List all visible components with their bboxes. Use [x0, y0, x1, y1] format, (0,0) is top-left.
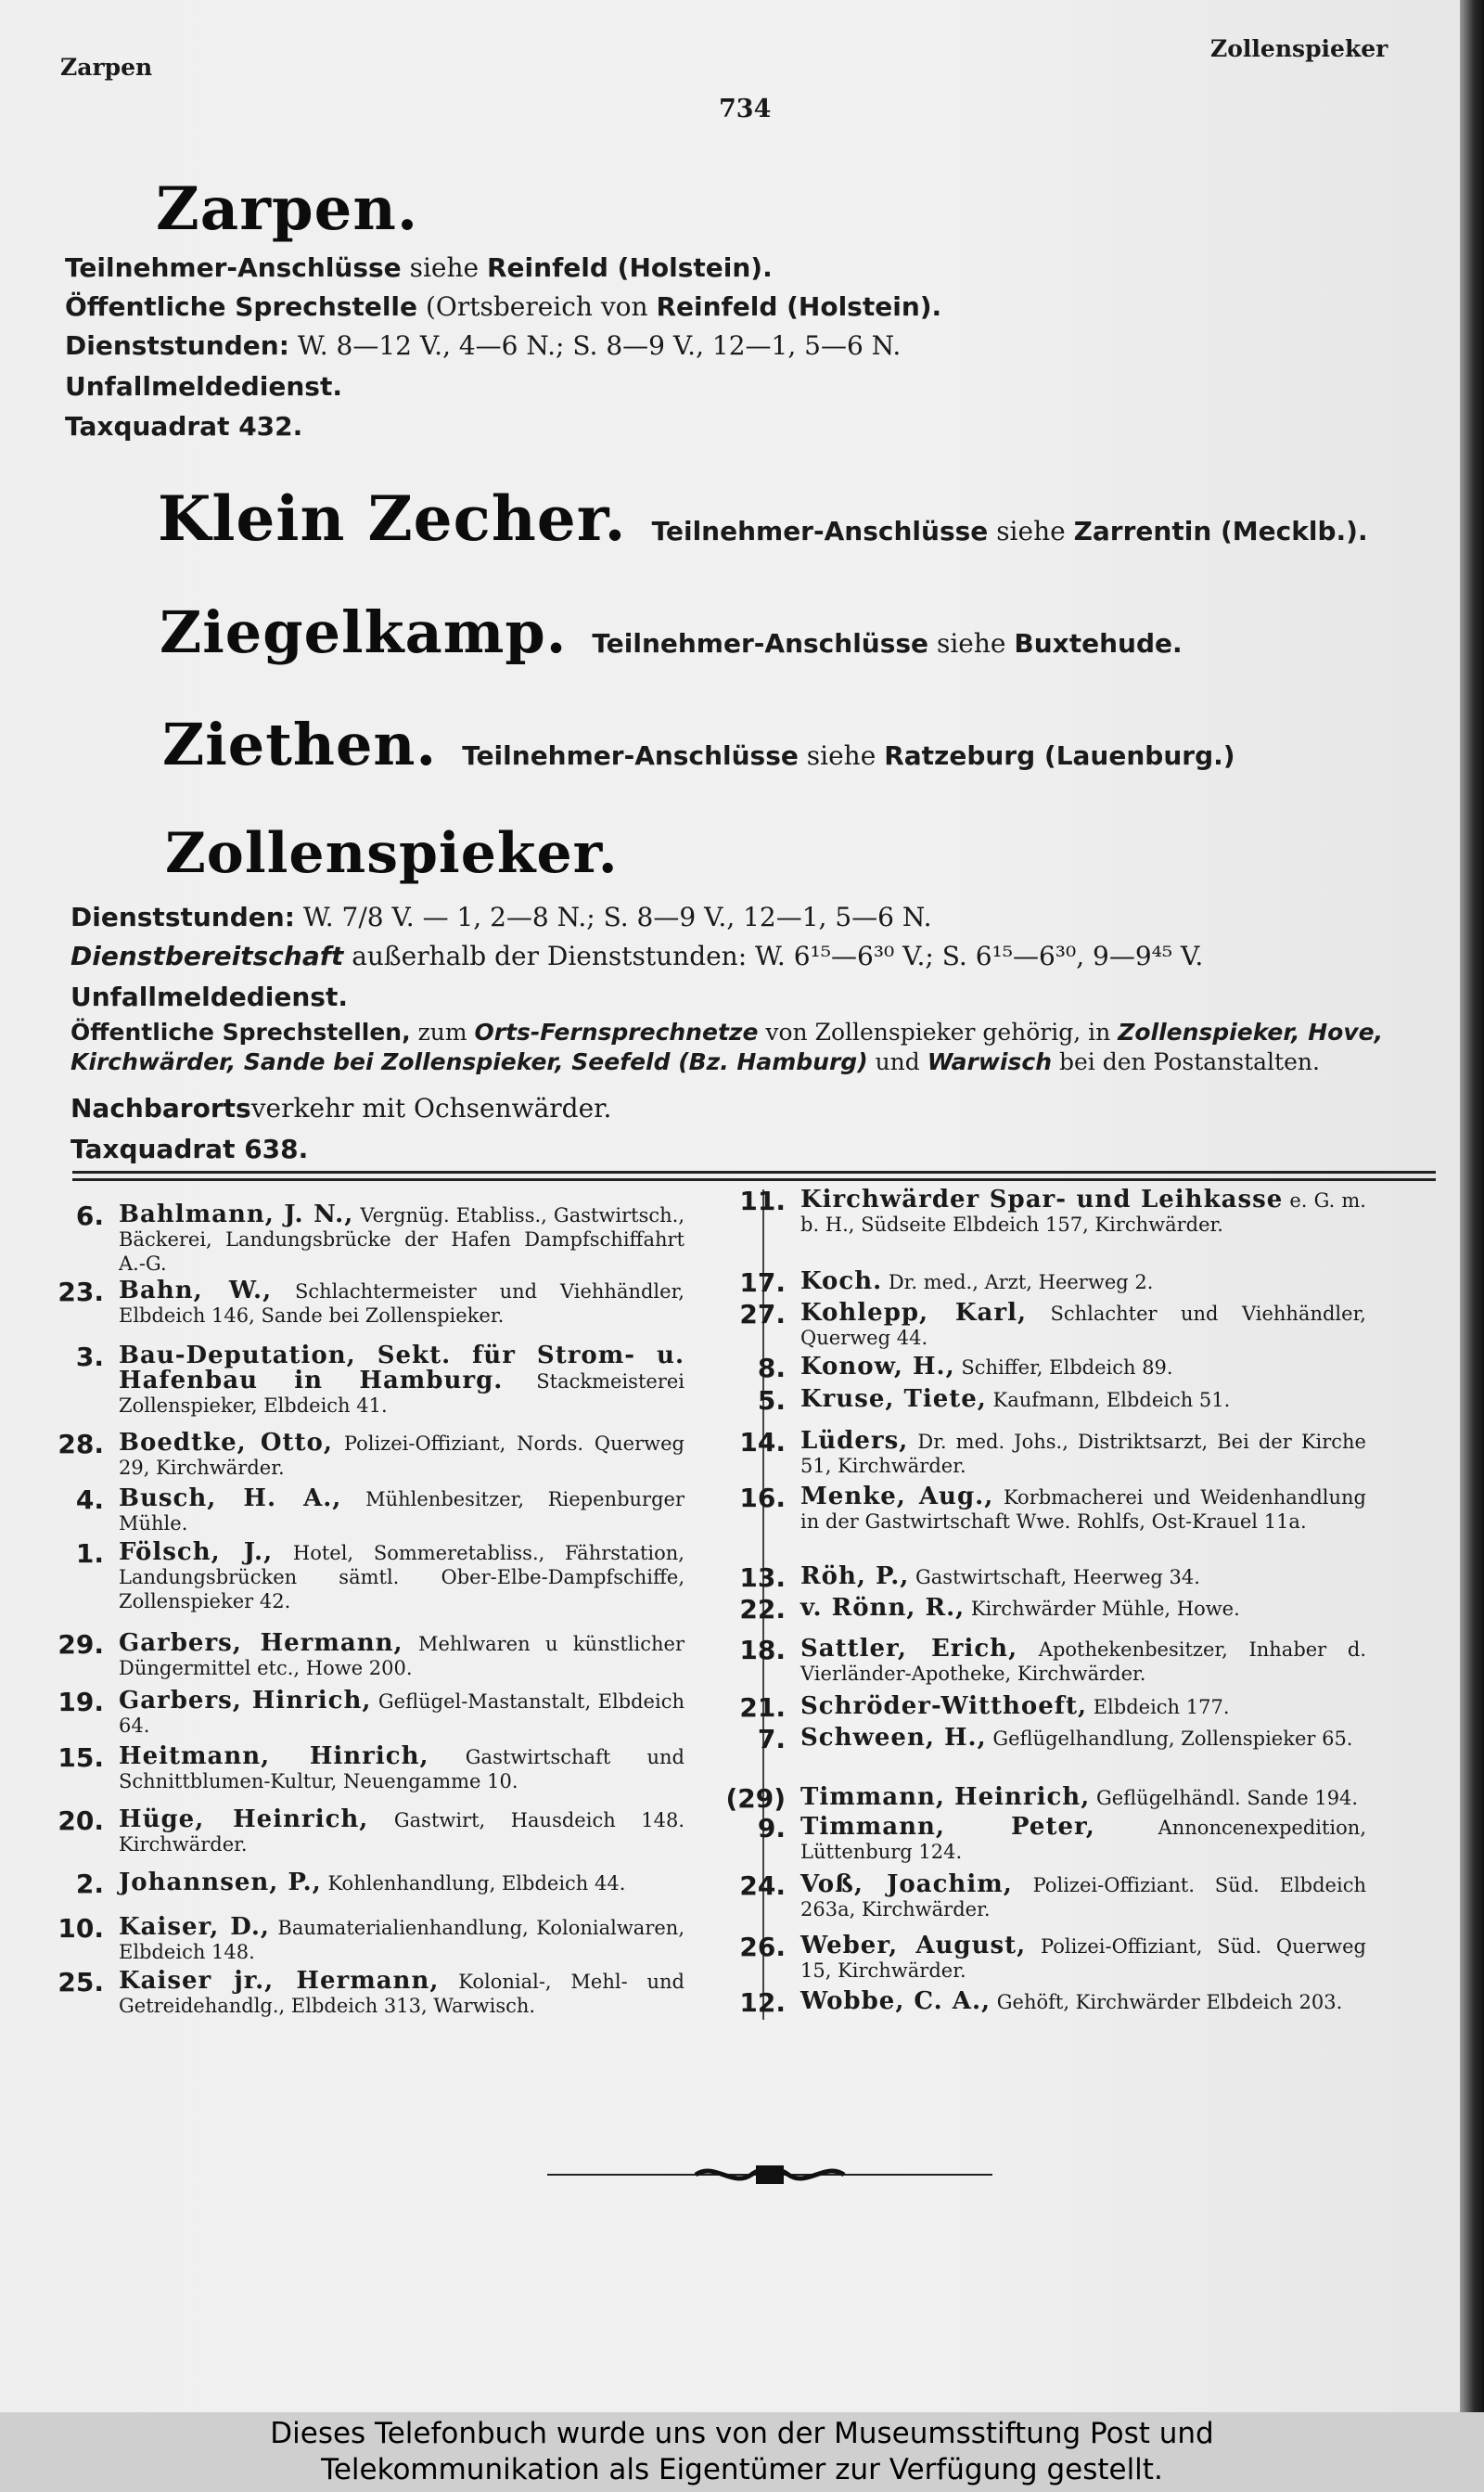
entry-number: 12. — [739, 1987, 786, 2018]
entry-text — [800, 1637, 1366, 1686]
zarpen-line-2 — [65, 291, 941, 322]
klein-zecher-mid: siehe — [996, 516, 1066, 546]
zollenspieker-accident-service: Unfallmeldedienst. — [70, 982, 348, 1012]
entry-text — [800, 1387, 1366, 1412]
entry-number: 26. — [739, 1932, 786, 1962]
entry-details: Kohlenhandlung, Elbdeich 44. — [327, 1872, 626, 1895]
public-stations-label: Öffentliche Sprechstellen, — [70, 1019, 411, 1046]
klein-zecher-label: Teilnehmer-Anschlüsse — [651, 516, 989, 546]
entry-name: Koch. — [800, 1267, 883, 1295]
zollenspieker-accident — [70, 982, 348, 1012]
zollenspieker-tax — [70, 1134, 308, 1164]
zollenspieker-public-2 — [70, 1048, 1320, 1075]
entry-text — [119, 1202, 684, 1276]
entry-details: Vergnüg. Etabliss., Gastwirtsch., Bäckerei, Landungsbrücke der Hafen Dampfschiffahrt A.-G. — [119, 1204, 685, 1275]
entry-details: Baumaterialienhandlung, Kolonialwaren, Elbdeich 148. — [119, 1917, 684, 1963]
heading-ziegelkamp: Ziegelkamp. — [160, 598, 568, 666]
zarpen-hours-text: W. 8—12 V., 4—6 N.; S. 8—9 V., 12—1, 5—6 N. — [297, 330, 902, 361]
entry-details: Gastwirtschaft und Schnittblumen-Kultur, Neuengamme 10. — [119, 1746, 684, 1792]
entry-number: 13. — [739, 1562, 786, 1593]
entry-number: 17. — [739, 1267, 786, 1298]
entry-name: Bahlmann, J. N., — [119, 1201, 354, 1228]
public-text-places-1: Zollenspieker, Hove, — [1118, 1019, 1384, 1046]
entry-text — [800, 1564, 1366, 1589]
entry-details: Polizei-Offiziant, Süd. Querweg 15, Kirchwärder. — [800, 1935, 1366, 1982]
entry-details: Mühlenbesitzer, Riepenburger Mühle. — [119, 1488, 684, 1535]
entry-name: Fölsch, J., — [119, 1538, 274, 1566]
entry-number: 24. — [739, 1870, 786, 1901]
entry-text — [800, 1815, 1366, 1864]
public-text-post: bei den Postanstalten. — [1058, 1048, 1320, 1075]
entry-name: Boedtke, Otto, — [119, 1429, 333, 1457]
zarpen-tax-square: Taxquadrat 432. — [65, 411, 303, 442]
entry-number: (29) — [725, 1783, 786, 1814]
neighbor-label: Nachbarorts — [70, 1093, 251, 1124]
zarpen-line-1-mid: siehe — [409, 252, 480, 283]
entry-details: Apothekenbesitzer, Inhaber d. Vierländer-Apotheke, Kirchwärder. — [800, 1638, 1366, 1685]
entry-number: 4. — [75, 1484, 104, 1515]
entry-details: Gastwirt, Hausdeich 148. Kirchwärder. — [119, 1809, 684, 1856]
zarpen-line-1-label: Teilnehmer-Anschlüsse — [65, 252, 402, 283]
entry-number: 5. — [757, 1385, 786, 1416]
entry-text — [800, 1355, 1366, 1380]
public-text-places-2: Kirchwärder, Sande bei Zollenspieker, Seefeld (Bz. Hamburg) — [70, 1048, 868, 1075]
neighbor-text: verkehr mit Ochsenwärder. — [250, 1093, 612, 1124]
zollenspieker-tax-square: Taxquadrat 638. — [70, 1134, 309, 1164]
heading-klein-zecher: Klein Zecher. — [158, 482, 627, 555]
ziegelkamp-mid: siehe — [936, 628, 1006, 659]
entry-details: Hotel, Sommeretabliss., Fährstation, Landungsbrücken sämtl. Ober-Elbe-Dampfschiffe, Zollenspieker 42. — [119, 1542, 684, 1612]
entry-details: Dr. med. Johs., Distriktsarzt, Bei der Kirche 51, Kirchwärder. — [800, 1431, 1366, 1477]
public-text-and: und — [875, 1048, 920, 1075]
double-rule-bottom — [72, 1178, 1436, 1181]
entry-text — [800, 1429, 1366, 1478]
entry-name: Kirchwärder Spar- und Leihkasse — [800, 1186, 1284, 1214]
entry-name: Kohlepp, Karl, — [800, 1299, 1027, 1327]
public-text-network: Orts-Fernsprechnetze — [474, 1019, 759, 1046]
entry-name: Timmann, Peter, — [800, 1813, 1095, 1841]
ziethen-label: Teilnehmer-Anschlüsse — [462, 740, 799, 771]
entry-details: Geflügelhandlung, Zollenspieker 65. — [992, 1728, 1353, 1750]
entry-number: 16. — [739, 1483, 786, 1513]
entry-details: Polizei-Offiziant. Süd. Elbdeich 263a, Kirchwärder. — [800, 1874, 1366, 1920]
entry-details: Kaufmann, Elbdeich 51. — [992, 1389, 1231, 1411]
double-rule-top — [72, 1171, 1436, 1174]
entry-name: Schröder-Witthoeft, — [800, 1692, 1088, 1720]
entry-text — [119, 1631, 684, 1680]
footer-line-2: Telekommunikation als Eigentümer zur Verfügung gestellt. — [321, 2453, 1163, 2486]
entry-details: Schiffer, Elbdeich 89. — [961, 1356, 1173, 1379]
entry-number: 2. — [75, 1869, 104, 1899]
zarpen-line-3 — [65, 330, 901, 361]
ziethen-ref: Ratzeburg (Lauenburg.) — [884, 740, 1235, 771]
entry-name: Röh, P., — [800, 1562, 910, 1590]
zollenspieker-hours-text: W. 7/8 V. — 1, 2—8 N.; S. 8—9 V., 12—1, 5—6 N. — [302, 902, 932, 932]
heading-zarpen: Zarpen. — [156, 174, 419, 244]
entry-details: Polizei-Offiziant, Nords. Querweg 29, Kirchwärder. — [119, 1432, 684, 1479]
entry-number: 18. — [739, 1635, 786, 1665]
entry-details: Dr. med., Arzt, Heerweg 2. — [888, 1271, 1154, 1293]
entry-details: Kirchwärder Mühle, Howe. — [970, 1598, 1240, 1620]
entry-number: 3. — [75, 1342, 104, 1372]
page-number: 734 — [719, 95, 772, 123]
entry-number: 29. — [58, 1629, 104, 1660]
entry-details: Geflügel-Mastanstalt, Elbdeich 64. — [119, 1690, 684, 1737]
entry-name: Kruse, Tiete, — [800, 1385, 987, 1413]
entry-text — [119, 1278, 684, 1328]
public-text-warwisch: Warwisch — [927, 1048, 1052, 1075]
entry-details: Annoncenexpedition, Lüttenburg 124. — [800, 1817, 1366, 1863]
entry-text — [119, 1343, 684, 1418]
footer-notice — [0, 2412, 1484, 2492]
entry-text — [119, 1744, 684, 1793]
entry-name: Heitmann, Hinrich, — [119, 1742, 429, 1770]
zollenspieker-hours — [70, 902, 932, 932]
entry-name: Sattler, Erich, — [800, 1635, 1018, 1663]
entry-name: Bau-Deputation, Sekt. für Strom- u. Hafenbau in Hamburg. — [119, 1342, 684, 1394]
zarpen-line-2-ref: Reinfeld (Holstein). — [656, 291, 942, 322]
entry-number: 27. — [739, 1299, 786, 1329]
entry-details: Kolonial-, Mehl- und Getreidehandlg., Elbdeich 313, Warwisch. — [119, 1971, 684, 2017]
entry-details: Gehöft, Kirchwärder Elbdeich 203. — [996, 1991, 1343, 2013]
zarpen-line-5 — [65, 411, 302, 442]
entry-name: Bahn, W., — [119, 1277, 273, 1304]
entry-number: 14. — [739, 1427, 786, 1458]
zollenspieker-neighbor — [70, 1093, 611, 1124]
zarpen-line-2-label: Öffentliche Sprechstelle — [65, 291, 418, 322]
entry-number: 15. — [58, 1742, 104, 1773]
zarpen-hours-label: Dienststunden: — [65, 330, 289, 361]
entry-text — [119, 1431, 684, 1480]
entry-text — [800, 1301, 1366, 1350]
zollenspieker-public-1 — [70, 1019, 1383, 1046]
entry-number: 25. — [58, 1967, 104, 1997]
entry-name: Hüge, Heinrich, — [119, 1805, 369, 1833]
entry-text — [800, 1269, 1366, 1294]
entry-text — [119, 1915, 684, 1964]
entry-name: Weber, August, — [800, 1932, 1027, 1959]
entry-name: Konow, H., — [800, 1353, 955, 1381]
footer-line-1: Dieses Telefonbuch wurde uns von der Museumsstiftung Post und — [270, 2417, 1214, 2450]
entry-text — [119, 1540, 684, 1613]
entry-number: 28. — [58, 1429, 104, 1459]
entry-text — [800, 1933, 1366, 1983]
entry-details: Elbdeich 177. — [1093, 1696, 1230, 1718]
entry-number: 10. — [58, 1913, 104, 1944]
entry-text — [119, 1969, 684, 2018]
zarpen-line-1-ref: Reinfeld (Holstein). — [487, 252, 773, 283]
ziegelkamp-label: Teilnehmer-Anschlüsse — [592, 628, 929, 659]
scan-edge — [1460, 0, 1484, 2412]
entry-details: Geflügelhändl. Sande 194. — [1095, 1787, 1359, 1809]
ziethen-block — [162, 711, 1235, 778]
entry-number: 6. — [75, 1201, 104, 1231]
entry-number: 21. — [739, 1692, 786, 1723]
entry-name: v. Rönn, R., — [800, 1594, 966, 1622]
entry-details: Gastwirtschaft, Heerweg 34. — [915, 1566, 1200, 1588]
zarpen-accident-service: Unfallmeldedienst. — [65, 371, 342, 402]
entry-number: 9. — [757, 1813, 786, 1843]
entry-name: Busch, H. A., — [119, 1484, 342, 1512]
public-text-from: von Zollenspieker gehörig, in — [765, 1019, 1111, 1046]
entry-name: Kaiser jr., Hermann, — [119, 1967, 440, 1995]
ornament-divider — [547, 2160, 992, 2190]
entry-number: 8. — [757, 1353, 786, 1383]
running-head-left: Zarpen — [60, 54, 153, 81]
heading-ziethen: Ziethen. — [162, 711, 438, 778]
entry-text — [119, 1486, 684, 1535]
entry-name: Wobbe, C. A., — [800, 1987, 991, 2015]
klein-zecher-block — [158, 482, 1368, 555]
entry-name: Kaiser, D., — [119, 1913, 270, 1941]
zollenspieker-readiness — [70, 941, 1203, 971]
running-head-right: Zollenspieker — [1210, 35, 1388, 62]
entry-number: 23. — [58, 1277, 104, 1307]
entry-number: 19. — [58, 1687, 104, 1717]
zarpen-line-2-mid: (Ortsbereich von — [425, 291, 648, 322]
entry-text — [800, 1785, 1366, 1810]
entry-name: Johannsen, P., — [119, 1869, 322, 1896]
entry-details: Korbmacherei und Weidenhandlung in der Gastwirtschaft Wwe. Rohlfs, Ost-Krauel 11a. — [800, 1486, 1366, 1533]
entry-text — [800, 1726, 1366, 1751]
entry-name: Voß, Joachim, — [800, 1870, 1013, 1898]
entry-details: Schlachtermeister und Viehhändler, Elbdeich 146, Sande bei Zollenspieker. — [119, 1280, 684, 1327]
entry-name: Lüders, — [800, 1427, 909, 1455]
zollenspieker-hours-label: Dienststunden: — [70, 902, 295, 932]
entry-details: Schlachter und Viehhändler, Querweg 44. — [800, 1303, 1366, 1349]
entry-number: 22. — [739, 1594, 786, 1625]
public-text-zum: zum — [417, 1019, 467, 1046]
entry-text — [800, 1188, 1366, 1237]
entry-number: 7. — [757, 1724, 786, 1754]
entry-name: Garbers, Hermann, — [119, 1629, 403, 1657]
entry-text — [119, 1870, 684, 1895]
entry-name: Timmann, Heinrich, — [800, 1783, 1091, 1811]
heading-zollenspieker: Zollenspieker. — [165, 821, 619, 886]
entry-name: Menke, Aug., — [800, 1483, 994, 1510]
entry-text — [800, 1484, 1366, 1534]
entry-name: Garbers, Hinrich, — [119, 1687, 372, 1715]
entry-text — [800, 1596, 1366, 1621]
entry-text — [800, 1872, 1366, 1921]
ziegelkamp-ref: Buxtehude. — [1014, 628, 1183, 659]
zollenspieker-readiness-label: Dienstbereitschaft — [70, 941, 344, 971]
entry-details: Mehlwaren u künstlicher Düngermittel etc., Howe 200. — [119, 1633, 684, 1679]
entry-details: Stackmeisterei Zollenspieker, Elbdeich 41. — [119, 1370, 684, 1417]
entry-text — [800, 1694, 1366, 1719]
zarpen-line-1 — [65, 252, 773, 283]
entry-number: 11. — [739, 1186, 786, 1216]
ziegelkamp-block — [160, 598, 1183, 666]
entry-number: 1. — [75, 1538, 104, 1569]
entry-text — [800, 1989, 1366, 2014]
zollenspieker-readiness-text: außerhalb der Dienststunden: W. 6¹⁵—6³⁰ V.; S. 6¹⁵—6³⁰, 9—9⁴⁵ V. — [352, 941, 1204, 971]
entry-details: e. G. m. b. H., Südseite Elbdeich 157, Kirchwärder. — [800, 1189, 1366, 1236]
entry-number: 20. — [58, 1805, 104, 1836]
klein-zecher-ref: Zarrentin (Mecklb.). — [1073, 516, 1368, 546]
entry-text — [119, 1807, 684, 1856]
entry-text — [119, 1689, 684, 1738]
entry-name: Schween, H., — [800, 1724, 987, 1752]
zarpen-line-4 — [65, 371, 342, 402]
ziethen-mid: siehe — [806, 740, 876, 771]
